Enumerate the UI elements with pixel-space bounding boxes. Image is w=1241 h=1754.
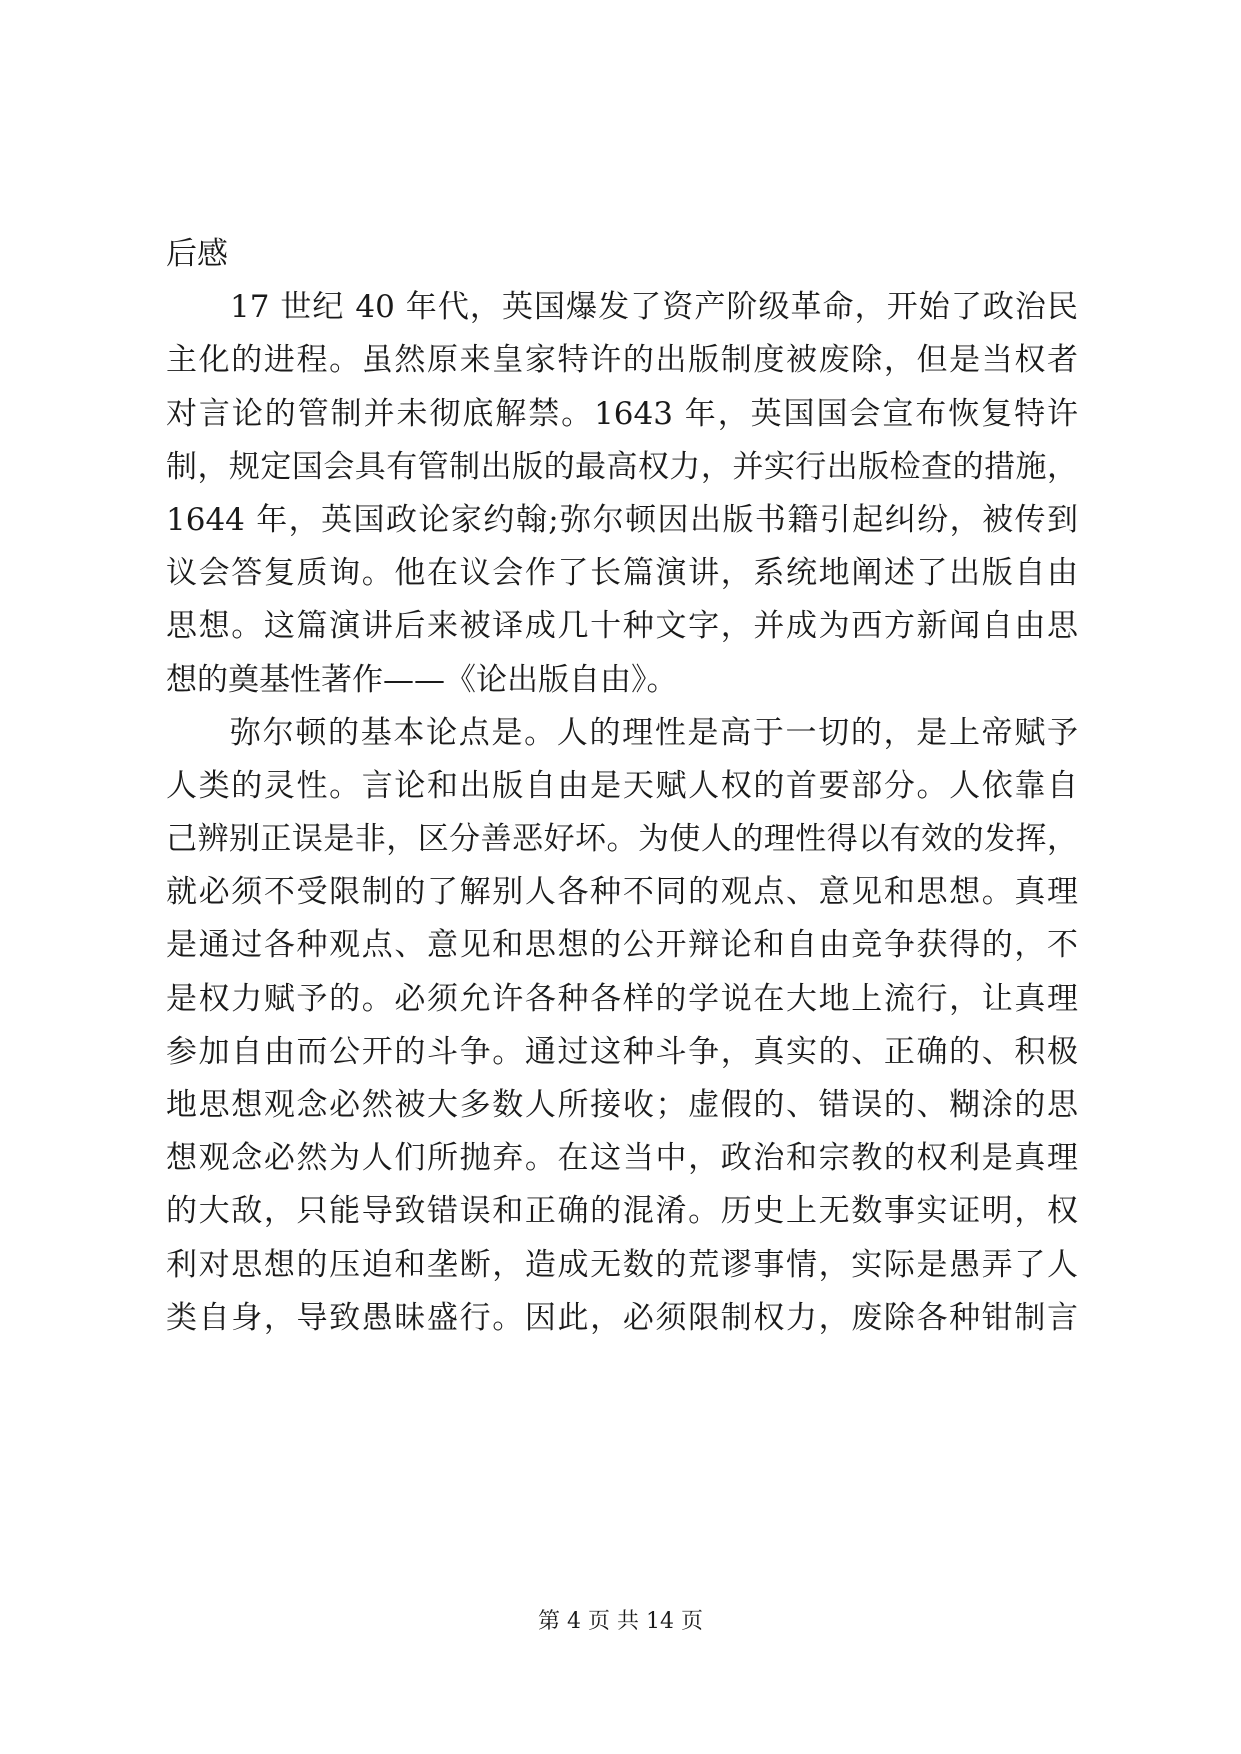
text-line: 类自身，导致愚昧盛行。因此，必须限制权力，废除各种钳制言 — [166, 1299, 1078, 1336]
text-line: 对言论的管制并未彻底解禁。1643 年，英国国会宣布恢复特许 — [166, 395, 1078, 432]
paragraph-start-line: 弥尔顿的基本论点是。人的理性是高于一切的，是上帝赋予 — [230, 714, 1078, 751]
text-line: 制，规定国会具有管制出版的最高权力，并实行出版检查的措施， — [166, 448, 1078, 485]
text-line: 就必须不受限制的了解别人各种不同的观点、意见和思想。真理 — [166, 874, 1078, 911]
text-line: 的大敌，只能导致错误和正确的混淆。历史上无数事实证明，权 — [166, 1193, 1078, 1230]
page-number-footer: 第 4 页 共 14 页 — [538, 1609, 703, 1634]
text-line: 后感 — [166, 236, 228, 272]
text-line: 是通过各种观点、意见和思想的公开辩论和自由竞争获得的，不 — [166, 927, 1078, 964]
text-line: 1644 年，英国政论家约翰;弥尔顿因出版书籍引起纠纷，被传到 — [166, 501, 1078, 538]
text-line: 己辨别正误是非，区分善恶好坏。为使人的理性得以有效的发挥， — [166, 821, 1078, 858]
text-line: 想观念必然为人们所抛弃。在这当中，政治和宗教的权利是真理 — [166, 1140, 1078, 1177]
body-text — [166, 228, 1078, 1345]
text-line: 是权力赋予的。必须允许各种各样的学说在大地上流行，让真理 — [166, 980, 1078, 1017]
text-line: 地思想观念必然被大多数人所接收；虚假的、错误的、糊涂的思 — [166, 1087, 1078, 1123]
text-line: 参加自由而公开的斗争。通过这种斗争，真实的、正确的、积极 — [166, 1033, 1078, 1070]
text-line: 议会答复质询。他在议会作了长篇演讲，系统地阐述了出版自由 — [166, 555, 1078, 592]
text-line: 人类的灵性。言论和出版自由是天赋人权的首要部分。人依靠自 — [166, 767, 1078, 804]
text-line: 主化的进程。虽然原来皇家特许的出版制度被废除，但是当权者 — [166, 342, 1078, 379]
paragraph-start-line: 17 世纪 40 年代，英国爆发了资产阶级革命，开始了政治民 — [230, 289, 1078, 326]
text-line: 利对思想的压迫和垄断，造成无数的荒谬事情，实际是愚弄了人 — [166, 1246, 1078, 1283]
text-line: 想的奠基性著作——《论出版自由》。 — [166, 661, 678, 698]
text-line: 思想。这篇演讲后来被译成几十种文字，并成为西方新闻自由思 — [166, 608, 1078, 645]
